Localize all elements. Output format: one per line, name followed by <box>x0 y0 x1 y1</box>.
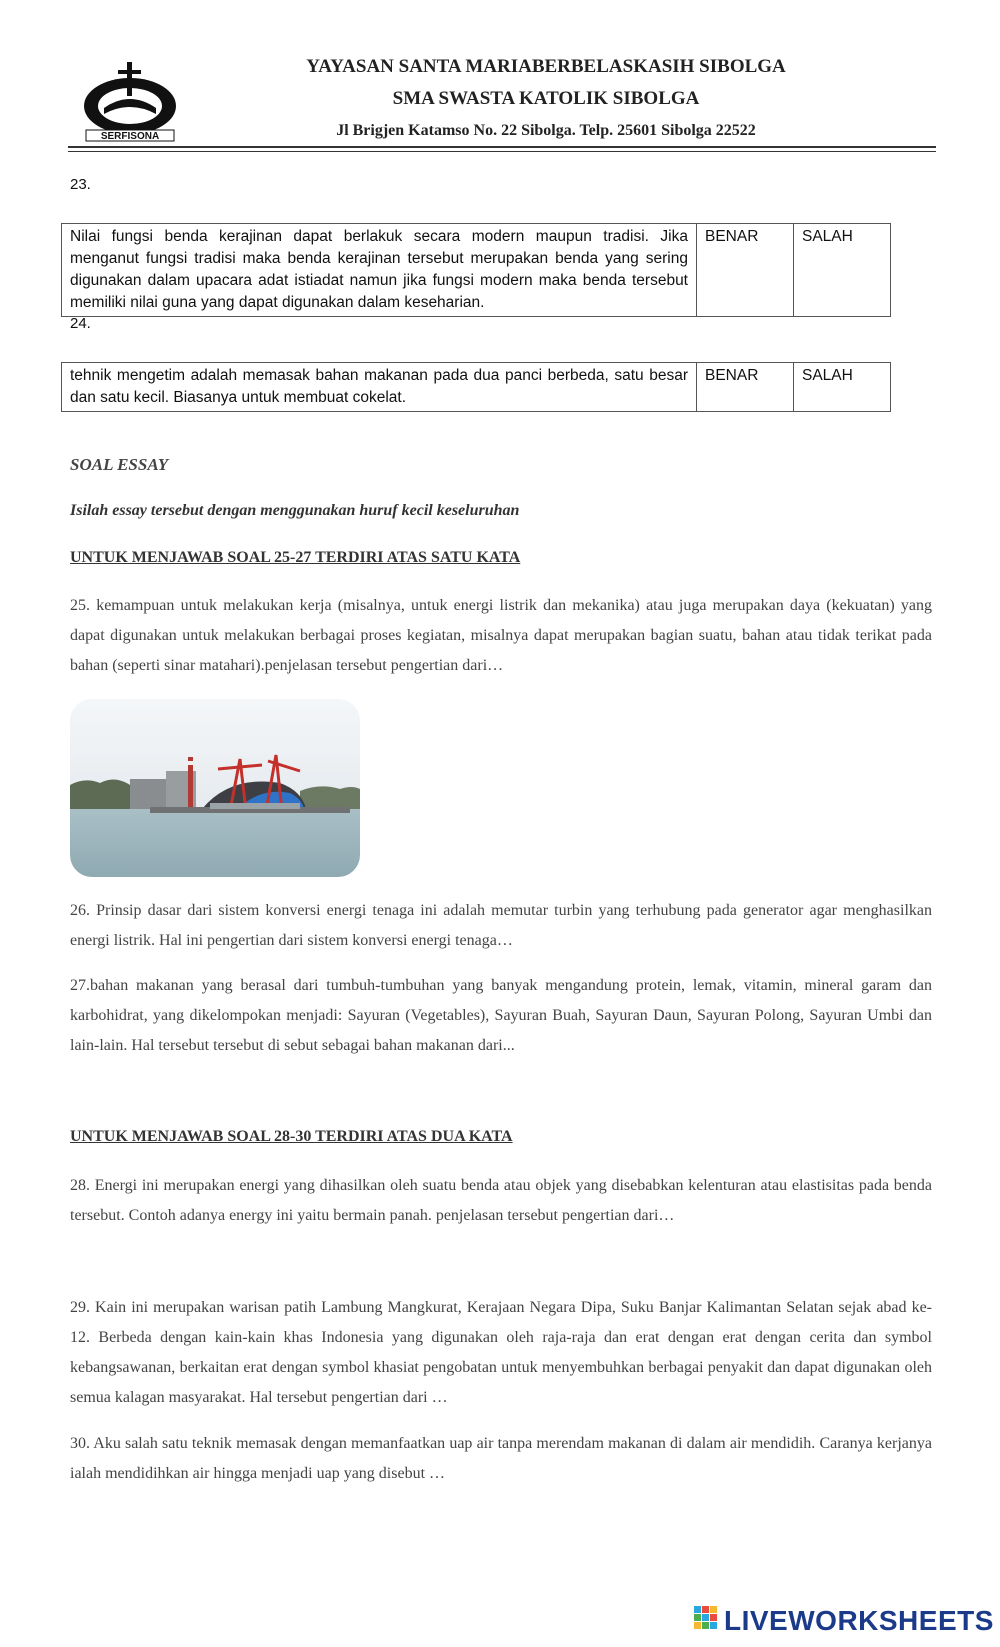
question-28: 28. Energi ini merupakan energi yang dihasilkan oleh suatu benda atau objek yang disebabkan kelenturan atau elastisitas pada benda tersebut. Contoh adanya energy ini yaitu bermain panah. penjelasan tersebut pengertian dari… <box>70 1177 932 1224</box>
logo-text: SERFISONA <box>100 131 160 142</box>
school-name: SMA SWASTA KATOLIK SIBOLGA <box>392 88 700 109</box>
question-30: 30. Aku salah satu teknik memasak dengan memanfaatkan uap air tanpa merendam makanan di dalam air mendidih. Caranya kerjanya ialah mendidihkan air hingga menjadi uap yang disebut … <box>70 1435 932 1482</box>
power-plant-illustration <box>70 699 360 877</box>
power-plant-photo <box>70 699 360 877</box>
question-statement: tehnik mengetim adalah memasak bahan makanan pada dua panci berbeda, satu besar dan satu kecil. Biasanya untuk membuat cokelat. <box>62 363 697 412</box>
option-benar[interactable]: BENAR <box>697 363 794 412</box>
header-rule-thin <box>68 151 936 152</box>
true-false-question-24 <box>61 362 891 412</box>
question-statement: Nilai fungsi benda kerajinan dapat berlakuk secara modern maupun tradisi. Jika menganut fungsi tradisi maka benda kerajinan tersebut merupakan benda yang sering digunakan dalam upacara adat istiadat namun jika fungsi modern maka benda tersebut memiliki nilai guna yang dapat digunakan dalam keseharian. <box>62 224 697 317</box>
option-benar[interactable]: BENAR <box>697 224 794 317</box>
question-25: 25. kemampuan untuk melakukan kerja (misalnya, untuk energi listrik dan mekanika) atau juga merupakan daya (kekuatan) yang dapat digunakan untuk melakukan berbagai proses kegiatan, misalnya dapat merupakan bagian suatu, bahan atau tidak terikat pada bahan (seperti sinar matahari).penjelasan tersebut pengertian dari… <box>70 597 932 674</box>
true-false-question-23 <box>61 223 891 317</box>
option-salah[interactable]: SALAH <box>794 363 891 412</box>
question-27: 27.bahan makanan yang berasal dari tumbuh-tumbuhan yang banyak mengandung protein, lemak, vitamin, mineral garam dan karbohidrat, yang dikelompokan menjadi: Sayuran (Vegetables), Sayuran Buah, Sayuran Daun, Sayuran Polong, Sayuran Umbi dan lain-lain. Hal tersebut tersebut di sebut sebagai bahan makanan dari... <box>70 977 932 1054</box>
school-address: Jl Brigjen Katamso No. 22 Sibolga. Telp. 25601 Sibolga 22522 <box>336 122 756 139</box>
question-26: 26. Prinsip dasar dari sistem konversi energi tenaga ini adalah memutar turbin yang terhubung pada generator agar menghasilkan energi listrik. Hal ini pengertian dari sistem konversi energi tenaga… <box>70 902 932 949</box>
school-info <box>216 52 876 146</box>
option-salah[interactable]: SALAH <box>794 224 891 317</box>
letterhead <box>68 52 936 152</box>
essay-instruction: Isilah essay tersebut dengan menggunakan huruf kecil keseluruhan <box>70 502 520 519</box>
essay-title: SOAL ESSAY <box>70 455 169 474</box>
liveworksheets-brand: LIVEWORKSHEETS <box>724 1605 994 1636</box>
blocks-icon <box>694 1606 720 1636</box>
section-heading-28-30: UNTUK MENJAWAB SOAL 28-30 TERDIRI ATAS DUA KATA <box>70 1128 513 1145</box>
question-number-24: 24. <box>70 315 91 332</box>
question-29: 29. Kain ini merupakan warisan patih Lambung Mangkurat, Kerajaan Negara Dipa, Suku Banjar Kalimantan Selatan sejak abad ke-12. Berbeda dengan kain-kain khas Indonesia yang digunakan oleh raja-raja dan erat dengan erat dengan cerita dan symbol kebangsawanan, berkaitan erat dengan symbol khasiat pengobatan untuk menyembuhkan berbagai penyakit dan dapat digunakan oleh semua kalagan masyarakat. Hal tersebut pengertian dari … <box>70 1299 932 1406</box>
liveworksheets-logo <box>694 1604 994 1638</box>
section-heading-25-27: UNTUK MENJAWAB SOAL 25-27 TERDIRI ATAS SATU KATA <box>70 549 521 566</box>
header-rule-thick <box>68 146 936 148</box>
school-logo <box>80 56 180 142</box>
question-number-23: 23. <box>70 176 91 193</box>
foundation-name: YAYASAN SANTA MARIABERBELASKASIH SIBOLGA <box>306 56 786 77</box>
